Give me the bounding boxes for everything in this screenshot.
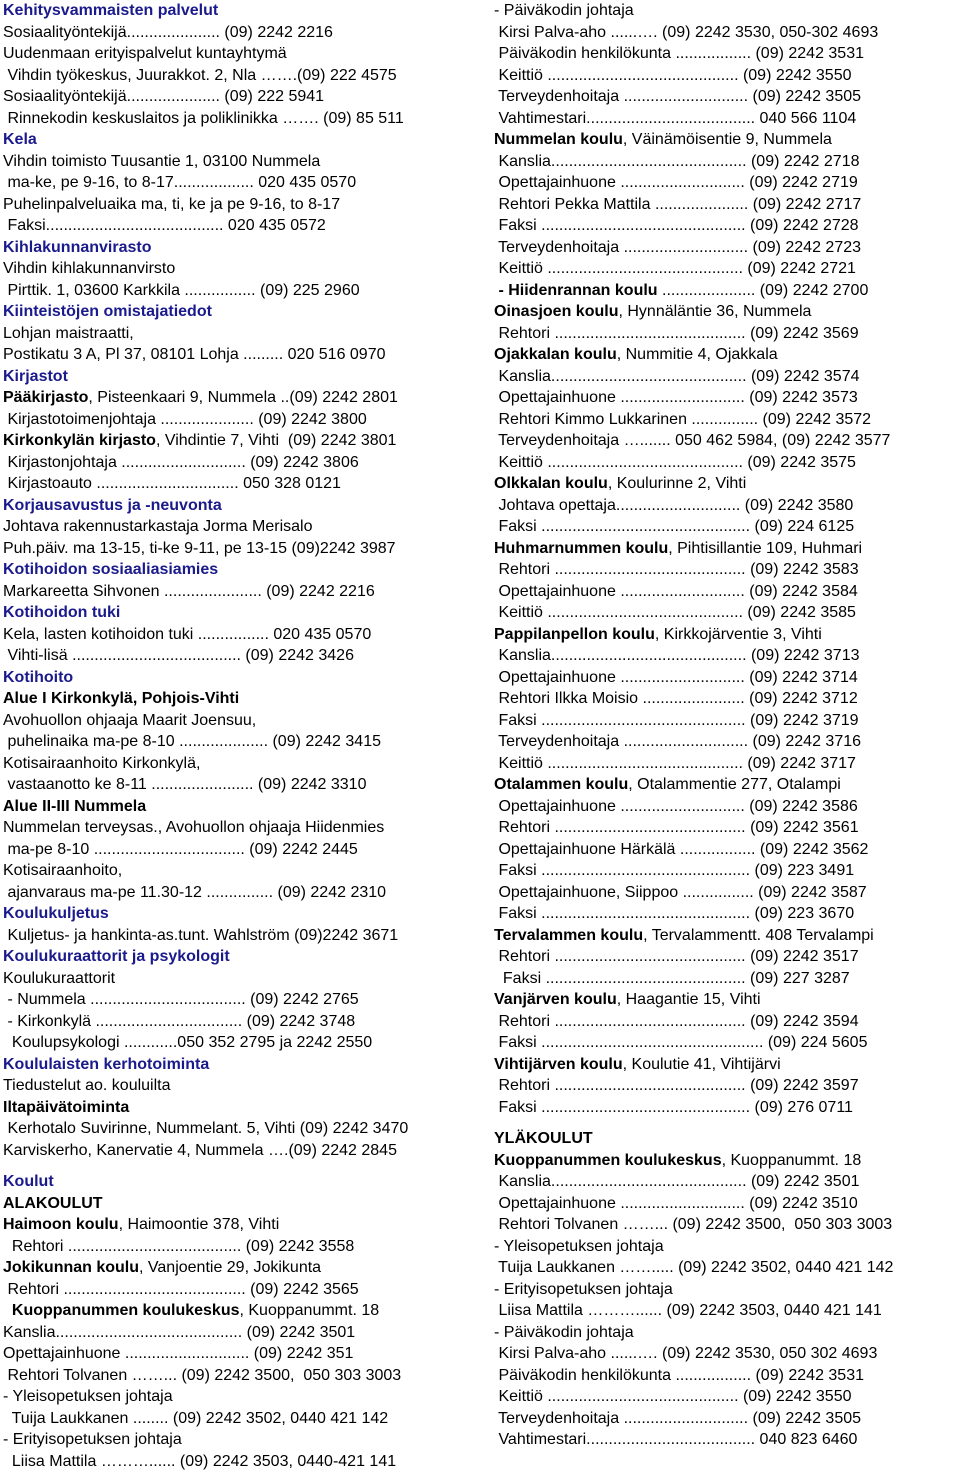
entry-line-with-name: Huhmarnummen koulu, Pihtisillantie 109, Huhmari bbox=[494, 539, 863, 557]
entry-name: Nummelan koulu bbox=[494, 131, 623, 148]
entry-line: - Päiväkodin johtaja bbox=[494, 1323, 634, 1341]
subsection-heading: YLÄKOULUT bbox=[494, 1130, 593, 1147]
entry-line: Rinnekodin keskuslaitos ja poliklinikka ……. (09) 85 511 bbox=[3, 109, 404, 127]
entry-line: Kotisairaanhoito, bbox=[3, 862, 123, 879]
entry-line: Kanslia.......................................... (09) 2242 3501 bbox=[3, 1323, 356, 1341]
entry-line: Nummelan terveysas., Avohuollon ohjaaja Hiidenmies bbox=[3, 819, 385, 836]
section-heading: Kihlakunnanvirasto bbox=[3, 238, 152, 256]
entry-line: Vihdin kihlakunnanvirsto bbox=[3, 260, 176, 277]
entry-line: vastaanotto ke 8-11 ....................... (09) 2242 3310 bbox=[3, 776, 367, 793]
entry-line: Tiedustelut ao. kouluilta bbox=[3, 1077, 171, 1094]
entry-line: Päiväkodin henkilökunta ................. (09) 2242 3531 bbox=[494, 1366, 864, 1384]
section-heading: Kehitysvammaisten palvelut bbox=[3, 2, 219, 19]
entry-line: Faksi .............................................. (09) 2242 3719 bbox=[494, 711, 859, 729]
entry-line: Puhelinpalveluaika ma, ti, ke ja pe 9-16, to 8-17 bbox=[3, 195, 341, 213]
section-gap bbox=[494, 1118, 960, 1128]
entry-line: Kuljetus- ja hankinta-as.tunt. Wahlström (09)2242 3671 bbox=[3, 926, 399, 944]
entry-line: Kela, lasten kotihoidon tuki ................ 020 435 0570 bbox=[3, 625, 372, 643]
entry-line-with-name: Kirkonkylän kirjasto, Vihdintie 7, Vihti (09) 2242 3801 bbox=[3, 432, 397, 449]
entry-line-with-name: Kuoppanummen koulukeskus, Kuoppanummt. 18 bbox=[11, 1302, 380, 1319]
entry-line: Faksi ............................................... (09) 223 3491 bbox=[494, 862, 855, 879]
entry-line-with-name: Tervalammen koulu, Tervalammentt. 408 Tervalampi bbox=[494, 926, 874, 944]
entry-line: - Yleisopetuksen johtaja bbox=[494, 1237, 664, 1255]
section-heading: Kotihoito bbox=[3, 668, 74, 686]
entry-line-with-name: Kuoppanummen koulukeskus, Kuoppanummt. 18 bbox=[494, 1151, 862, 1169]
entry-line: Rehtori ........................................... (09) 2242 3561 bbox=[494, 819, 859, 836]
section-heading: Koulukuljetus bbox=[3, 905, 109, 922]
entry-line: Pirttik. 1, 03600 Karkkila ................ (09) 225 2960 bbox=[3, 281, 360, 299]
entry-line: Rehtori ........................................... (09) 2242 3594 bbox=[494, 1012, 859, 1030]
entry-line: Rehtori Pekka Mattila ..................... (09) 2242 2717 bbox=[494, 195, 862, 213]
subsection-heading: ALAKOULUT bbox=[3, 1194, 103, 1212]
entry-name: Vihtijärven koulu bbox=[494, 1055, 623, 1073]
entry-line: Terveydenhoitaja ............................ (09) 2242 2723 bbox=[494, 238, 862, 256]
section-heading: Kotihoidon tuki bbox=[3, 604, 121, 621]
entry-line: Vahtimestari...................................... 040 566 1104 bbox=[494, 109, 857, 127]
section-heading: Koulukuraattorit ja psykologit bbox=[3, 948, 230, 965]
entry-name: Pappilanpellon koulu bbox=[494, 625, 655, 643]
entry-line: Vahtimestari...................................... 040 823 6460 bbox=[494, 1431, 858, 1448]
entry-line: Faksi ............................................. (09) 227 3287 bbox=[494, 969, 850, 987]
entry-line: Opettajainhuone ............................ (09) 2242 3510 bbox=[494, 1194, 858, 1212]
section-gap bbox=[3, 1161, 490, 1171]
entry-name: Kirkonkylän kirjasto bbox=[3, 432, 156, 449]
entry-line: Kanslia............................................ (09) 2242 3574 bbox=[494, 367, 860, 385]
entry-line: Tuija Laukkanen ........ (09) 2242 3502, 0440 421 142 bbox=[3, 1409, 389, 1427]
entry-line: Kirsi Palva-aho ......…. (09) 2242 3530, 050-302 4693 bbox=[494, 23, 879, 41]
entry-line: Rehtori ....................................... (09) 2242 3558 bbox=[3, 1237, 355, 1255]
entry-name: Jokikunnan koulu bbox=[3, 1259, 140, 1276]
entry-line-with-name: Pappilanpellon koulu, Kirkkojärventie 3, Vihti bbox=[494, 625, 822, 643]
entry-line-with-name: Vanjärven koulu, Haagantie 15, Vihti bbox=[494, 991, 761, 1008]
entry-line: Faksi ............................................... (09) 276 0711 bbox=[494, 1098, 853, 1116]
entry-line: - Kirkonkylä ................................. (09) 2242 3748 bbox=[3, 1012, 356, 1030]
entry-line: Opettajainhuone ............................ (09) 2242 3714 bbox=[494, 668, 858, 686]
section-heading: Kiinteistöjen omistajatiedot bbox=[3, 303, 212, 320]
section-heading: Kela bbox=[3, 131, 37, 148]
entry-line: Karviskerho, Kanervatie 4, Nummela ….(09) 2242 2845 bbox=[3, 1141, 397, 1159]
entry-line: Rehtori Tolvanen ……... (09) 2242 3500, 050 303 3003 bbox=[494, 1216, 893, 1233]
entry-line-with-name: Olkkalan koulu, Koulurinne 2, Vihti bbox=[494, 475, 747, 492]
entry-line: ajanvaraus ma-pe 11.30-12 ............... (09) 2242 2310 bbox=[3, 883, 387, 901]
entry-line: Opettajainhuone, Siippoo ................ (09) 2242 3587 bbox=[494, 883, 867, 901]
entry-line: Keittiö ........................................... (09) 2242 3550 bbox=[494, 1388, 852, 1405]
entry-line: Kanslia............................................ (09) 2242 3713 bbox=[494, 647, 860, 664]
entry-line-with-name: Haimoon koulu, Haimoontie 378, Vihti bbox=[3, 1216, 280, 1233]
entry-line: Keittiö ............................................ (09) 2242 2721 bbox=[494, 260, 856, 277]
entry-name: Pääkirjasto bbox=[3, 389, 89, 406]
entry-line-with-name: Otalammen koulu, Otalammentie 277, Otalampi bbox=[494, 776, 841, 793]
entry-line: ma-ke, pe 9-16, to 8-17.................. 020 435 0570 bbox=[3, 174, 357, 191]
entry-line: - Päiväkodin johtaja bbox=[494, 2, 634, 19]
entry-line: Rehtori ......................................... (09) 2242 3565 bbox=[3, 1280, 359, 1298]
entry-line: Vihti-lisä ...................................... (09) 2242 3426 bbox=[3, 647, 354, 664]
entry-name: Tervalammen koulu bbox=[494, 926, 644, 944]
entry-line: Vihdin toimisto Tuusantie 1, 03100 Nummela bbox=[3, 152, 321, 170]
entry-line: Opettajainhuone ............................ (09) 2242 3584 bbox=[494, 582, 858, 600]
subsection-heading: Alue I Kirkonkylä, Pohjois-Vihti bbox=[3, 690, 240, 707]
entry-line-with-name: Pääkirjasto, Pisteenkaari 9, Nummela ..(09) 2242 2801 bbox=[3, 389, 398, 406]
entry-line-with-name: Vihtijärven koulu, Koulutie 41, Vihtijärvi bbox=[494, 1055, 781, 1073]
entry-line: Kanslia............................................ (09) 2242 2718 bbox=[494, 152, 860, 170]
entry-line: Terveydenhoitaja ............................ (09) 2242 3505 bbox=[494, 88, 862, 105]
entry-line-with-name: Nummelan koulu, Väinämöisentie 9, Nummela bbox=[494, 131, 832, 148]
entry-line: puhelinaika ma-pe 8-10 .................... (09) 2242 3415 bbox=[3, 733, 381, 750]
entry-line: - Erityisopetuksen johtaja bbox=[494, 1280, 673, 1298]
entry-name: Ojakkalan koulu bbox=[494, 346, 617, 363]
entry-line: Kirjastonjohtaja ............................ (09) 2242 3806 bbox=[3, 453, 359, 471]
entry-line: Rehtori ........................................... (09) 2242 3583 bbox=[494, 561, 859, 578]
entry-name: Otalammen koulu bbox=[494, 776, 629, 793]
entry-line: Sosiaalityöntekijä..................... (09) 222 5941 bbox=[3, 88, 325, 105]
entry-line: Päiväkodin henkilökunta ................. (09) 2242 3531 bbox=[494, 45, 864, 62]
entry-name: Huhmarnummen koulu bbox=[494, 539, 669, 557]
entry-line: Kerhotalo Suvirinne, Nummelant. 5, Vihti (09) 2242 3470 bbox=[3, 1120, 409, 1137]
entry-line: Faksi ............................................... (09) 223 3670 bbox=[494, 905, 855, 922]
entry-line: Opettajainhuone ............................ (09) 2242 2719 bbox=[494, 174, 858, 191]
entry-line: - Nummela ................................... (09) 2242 2765 bbox=[3, 991, 359, 1008]
section-heading: Kirjastot bbox=[3, 367, 68, 385]
entry-line: - Yleisopetuksen johtaja bbox=[3, 1388, 173, 1405]
entry-line: Liisa Mattila ………...... (09) 2242 3503, 0440 421 141 bbox=[494, 1302, 882, 1319]
entry-line: Opettajainhuone ............................ (09) 2242 3586 bbox=[494, 797, 858, 815]
entry-line: Uudenmaan erityispalvelut kuntayhtymä bbox=[3, 45, 287, 62]
entry-line: Rehtori Ilkka Moisio ....................... (09) 2242 3712 bbox=[494, 690, 858, 707]
entry-line: Keittiö ............................................ (09) 2242 3585 bbox=[494, 604, 856, 621]
entry-line-with-name: Jokikunnan koulu, Vanjoentie 29, Jokikunta bbox=[3, 1259, 322, 1276]
entry-line: Koulupsykologi ............050 352 2795 ja 2242 2550 bbox=[3, 1034, 373, 1051]
entry-line: Liisa Mattila ………...... (09) 2242 3503, 0440-421 141 bbox=[3, 1452, 397, 1470]
entry-line-with-name: Oinasjoen koulu, Hynnäläntie 36, Nummela bbox=[494, 303, 812, 320]
entry-line: Keittiö ............................................ (09) 2242 3575 bbox=[494, 453, 856, 471]
entry-line: Terveydenhoitaja ............................ (09) 2242 3716 bbox=[494, 733, 862, 750]
section-heading: Koululaisten kerhotoiminta bbox=[3, 1055, 210, 1073]
subsection-heading: Iltapäivätoiminta bbox=[3, 1098, 130, 1116]
entry-line: Rehtori Kimmo Lukkarinen ............... (09) 2242 3572 bbox=[494, 410, 872, 428]
entry-line: Johtava rakennustarkastaja Jorma Merisalo bbox=[3, 518, 313, 535]
entry-line: Kirsi Palva-aho ......…. (09) 2242 3530, 050 302 4693 bbox=[494, 1345, 878, 1362]
section-heading: Koulut bbox=[3, 1173, 54, 1190]
entry-line: Keittiö ............................................ (09) 2242 3717 bbox=[494, 754, 856, 772]
entry-name: Vanjärven koulu bbox=[494, 991, 617, 1008]
entry-line: Postikatu 3 A, Pl 37, 08101 Lohja ......... 020 516 0970 bbox=[3, 346, 386, 363]
entry-line: Faksi .................................................. (09) 224 5605 bbox=[494, 1034, 868, 1051]
entry-line: Koulukuraattorit bbox=[3, 969, 116, 987]
entry-name: Haimoon koulu bbox=[3, 1216, 119, 1233]
entry-name: Kuoppanummen koulukeskus bbox=[494, 1151, 722, 1169]
entry-name: Oinasjoen koulu bbox=[494, 303, 619, 320]
entry-line: Terveydenhoitaja …....... 050 462 5984, (09) 2242 3577 bbox=[494, 432, 891, 449]
entry-line: Kotisairaanhoito Kirkonkylä, bbox=[3, 754, 201, 772]
subsection-heading: Alue II-III Nummela bbox=[3, 797, 147, 815]
entry-line: Sosiaalityöntekijä..................... (09) 2242 2216 bbox=[3, 23, 333, 41]
entry-line: Vihdin työkeskus, Juurakkot. 2, Nla …….(09) 222 4575 bbox=[3, 66, 397, 84]
entry-line: Markareetta Sihvonen ...................... (09) 2242 2216 bbox=[3, 582, 375, 600]
entry-line: ma-pe 8-10 .................................. (09) 2242 2445 bbox=[3, 840, 358, 858]
entry-name: Olkkalan koulu bbox=[494, 475, 608, 492]
entry-line-with-name: - Hiidenrannan koulu ..................... (09) 2242 2700 bbox=[494, 281, 869, 299]
entry-line: Johtava opettaja............................ (09) 2242 3580 bbox=[494, 496, 854, 514]
entry-line: Keittiö ........................................... (09) 2242 3550 bbox=[494, 66, 852, 84]
entry-line: Terveydenhoitaja ............................ (09) 2242 3505 bbox=[494, 1409, 862, 1427]
entry-line: Opettajainhuone Härkälä ................. (09) 2242 3562 bbox=[494, 840, 869, 858]
entry-line: Kirjastoauto ................................ 050 328 0121 bbox=[3, 475, 341, 492]
entry-name: - Hiidenrannan koulu bbox=[494, 281, 658, 299]
entry-line: Puh.päiv. ma 13-15, ti-ke 9-11, pe 13-15 (09)2242 3987 bbox=[3, 539, 396, 557]
section-heading: Kotihoidon sosiaaliasiamies bbox=[3, 561, 219, 578]
section-heading: Korjausavustus ja -neuvonta bbox=[3, 496, 222, 514]
entry-line: Faksi ............................................... (09) 224 6125 bbox=[494, 518, 855, 535]
entry-name: Kuoppanummen koulukeskus bbox=[11, 1302, 240, 1319]
entry-line: Opettajainhuone ............................ (09) 2242 351 bbox=[3, 1345, 354, 1362]
entry-line: Rehtori ........................................... (09) 2242 3569 bbox=[494, 324, 859, 342]
entry-line: Lohjan maistraatti, bbox=[3, 324, 134, 342]
entry-line: Avohuollon ohjaaja Maarit Joensuu, bbox=[3, 711, 257, 729]
entry-line: Opettajainhuone ............................ (09) 2242 3573 bbox=[494, 389, 858, 406]
entry-line-with-name: Ojakkalan koulu, Nummitie 4, Ojakkala bbox=[494, 346, 778, 363]
entry-line: - Erityisopetuksen johtaja bbox=[3, 1431, 182, 1448]
entry-line: Rehtori Tolvanen ……... (09) 2242 3500, 050 303 3003 bbox=[3, 1366, 402, 1384]
entry-line: Rehtori ........................................... (09) 2242 3517 bbox=[494, 948, 859, 965]
right-column bbox=[490, 0, 960, 1473]
entry-line: Faksi .............................................. (09) 2242 2728 bbox=[494, 217, 859, 234]
entry-line: Tuija Laukkanen ……..... (09) 2242 3502, 0440 421 142 bbox=[494, 1259, 894, 1276]
entry-line: Rehtori ........................................... (09) 2242 3597 bbox=[494, 1077, 859, 1094]
entry-line: Faksi........................................ 020 435 0572 bbox=[3, 217, 326, 234]
entry-line: Kanslia............................................ (09) 2242 3501 bbox=[494, 1173, 860, 1190]
entry-line: Kirjastotoimenjohtaja ..................... (09) 2242 3800 bbox=[3, 410, 367, 428]
